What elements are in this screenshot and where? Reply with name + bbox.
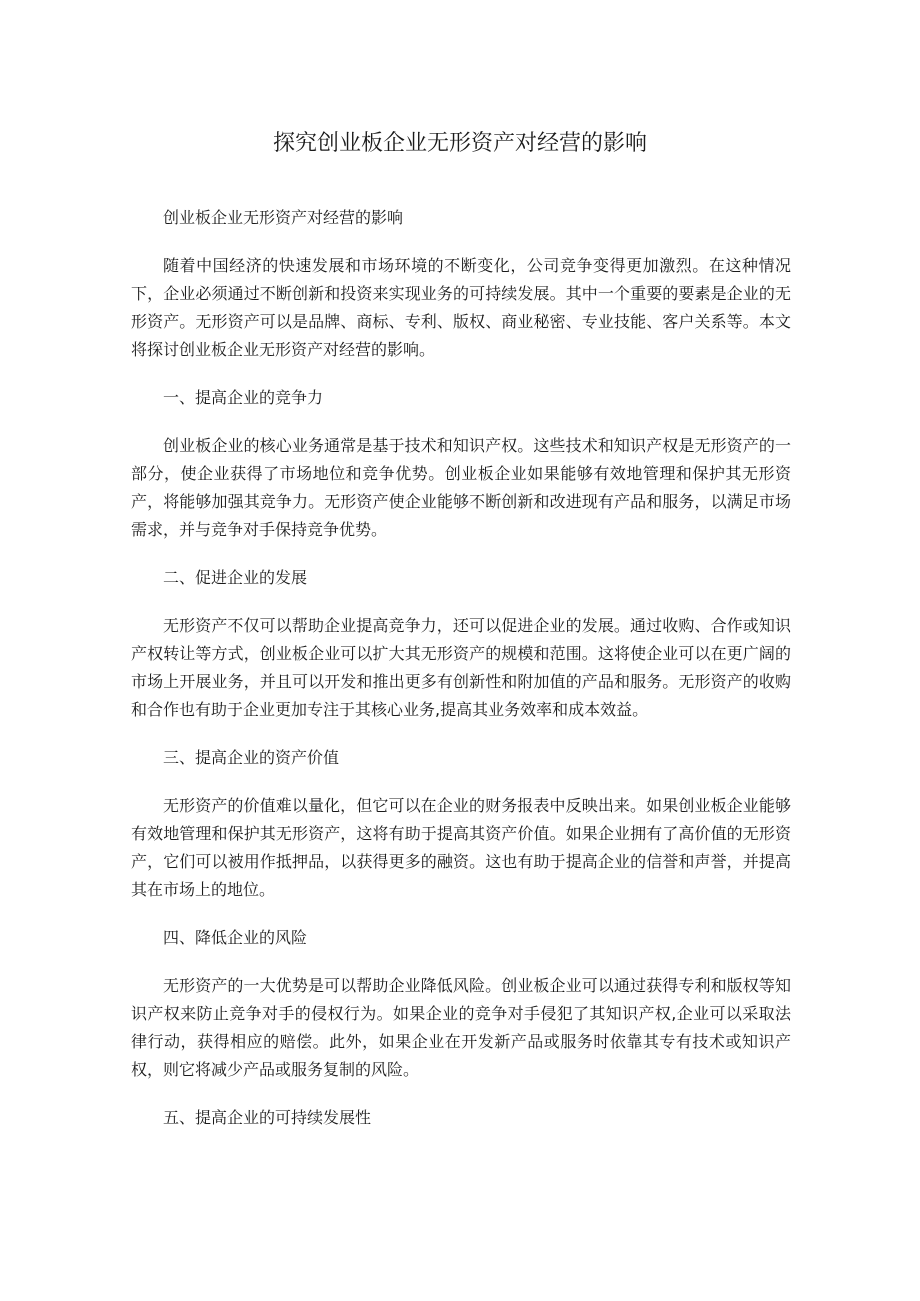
section-body-2: 无形资产不仅可以帮助企业提高竞争力，还可以促进企业的发展。通过收购、合作或知识产权转让等方式，创业板企业可以扩大其无形资产的规模和范围。这将使企业可以在更广阔的市场上开展业务，并且可以开发和推出更多有创新性和附加值的产品和服务。无形资产的收购和合作也有助于企业更加专注于其核心业务,提高其业务效率和成本效益。 <box>131 616 791 719</box>
document-body <box>131 204 791 1152</box>
section-heading-1: 一、提高企业的竞争力 <box>163 388 324 407</box>
section-body-4: 无形资产的一大优势是可以帮助企业降低风险。创业板企业可以通过获得专利和版权等知识产权来防止竞争对手的侵权行为。如果企业的竞争对手侵犯了其知识产权,企业可以采取法律行动，获得相应的赔偿。此外，如果企业在开发新产品或服务时依靠其专有技术或知识产权，则它将减少产品或服务复制的风险。 <box>131 976 791 1079</box>
section-heading-4: 四、降低企业的风险 <box>163 928 308 947</box>
section-body-1: 创业板企业的核心业务通常是基于技术和知识产权。这些技术和知识产权是无形资产的一部分，使企业获得了市场地位和竞争优势。创业板企业如果能够有效地管理和保护其无形资产，将能够加强其竞争力。无形资产使企业能够不断创新和改进现有产品和服务，以满足市场需求，并与竞争对手保持竞争优势。 <box>131 436 791 539</box>
document-subtitle: 创业板企业无形资产对经营的影响 <box>163 208 404 227</box>
section-heading-3: 三、提高企业的资产价值 <box>163 748 340 767</box>
section-heading-2: 二、促进企业的发展 <box>163 568 308 587</box>
document-title: 探究创业板企业无形资产对经营的影响 <box>272 131 647 156</box>
section-heading-5: 五、提高企业的可持续发展性 <box>163 1108 372 1127</box>
intro-paragraph: 随着中国经济的快速发展和市场环境的不断变化，公司竞争变得更加激烈。在这种情况下，企业必须通过不断创新和投资来实现业务的可持续发展。其中一个重要的要素是企业的无形资产。无形资产可以是品牌、商标、专利、版权、商业秘密、专业技能、客户关系等。本文将探讨创业板企业无形资产对经营的影响。 <box>131 256 791 359</box>
section-body-3: 无形资产的价值难以量化，但它可以在企业的财务报表中反映出来。如果创业板企业能够有效地管理和保护其无形资产，这将有助于提高其资产价值。如果企业拥有了高价值的无形资产，它们可以被用作抵押品，以获得更多的融资。这也有助于提高企业的信誉和声誉，并提高其在市场上的地位。 <box>131 796 791 899</box>
